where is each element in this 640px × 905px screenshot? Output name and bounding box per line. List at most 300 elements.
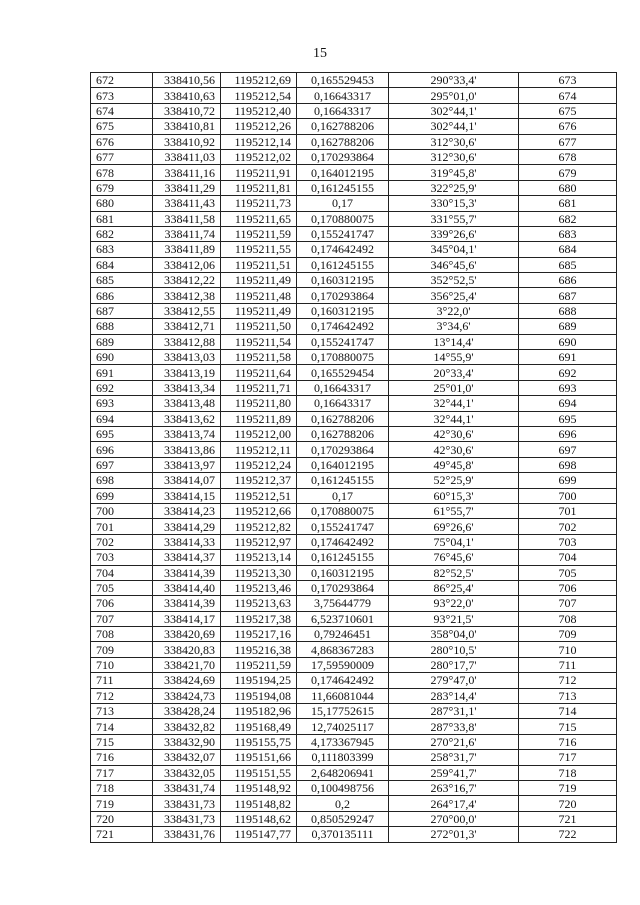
point-number-cell: 705 xyxy=(91,580,153,595)
x-coordinate-cell: 338431,74 xyxy=(153,780,221,795)
y-coordinate-cell: 1195212,69 xyxy=(221,73,297,88)
page-number: 15 xyxy=(313,46,327,61)
table-row xyxy=(91,211,617,226)
next-point-cell: 716 xyxy=(519,734,617,749)
x-coordinate-cell: 338414,33 xyxy=(153,534,221,549)
coordinate-table xyxy=(90,72,617,843)
y-coordinate-cell: 1195216,38 xyxy=(221,642,297,657)
y-coordinate-cell: 1195212,66 xyxy=(221,503,297,518)
distance-cell: 4,173367945 xyxy=(297,734,389,749)
table-row xyxy=(91,488,617,503)
next-point-cell: 683 xyxy=(519,226,617,241)
y-coordinate-cell: 1195212,40 xyxy=(221,103,297,118)
x-coordinate-cell: 338413,62 xyxy=(153,411,221,426)
bearing-angle-cell: 32°44,1' xyxy=(389,396,519,411)
x-coordinate-cell: 338414,07 xyxy=(153,473,221,488)
next-point-cell: 709 xyxy=(519,627,617,642)
table-row xyxy=(91,134,617,149)
next-point-cell: 706 xyxy=(519,580,617,595)
point-number-cell: 702 xyxy=(91,534,153,549)
y-coordinate-cell: 1195212,54 xyxy=(221,88,297,103)
x-coordinate-cell: 338431,76 xyxy=(153,827,221,842)
point-number-cell: 693 xyxy=(91,396,153,411)
table-row xyxy=(91,765,617,780)
next-point-cell: 674 xyxy=(519,88,617,103)
bearing-angle-cell: 93°21,5' xyxy=(389,611,519,626)
distance-cell: 0,170880075 xyxy=(297,350,389,365)
bearing-angle-cell: 25°01,0' xyxy=(389,380,519,395)
x-coordinate-cell: 338428,24 xyxy=(153,704,221,719)
y-coordinate-cell: 1195211,50 xyxy=(221,319,297,334)
y-coordinate-cell: 1195213,30 xyxy=(221,565,297,580)
table-row xyxy=(91,473,617,488)
x-coordinate-cell: 338431,73 xyxy=(153,811,221,826)
y-coordinate-cell: 1195151,55 xyxy=(221,765,297,780)
bearing-angle-cell: 42°30,6' xyxy=(389,426,519,441)
next-point-cell: 698 xyxy=(519,457,617,472)
x-coordinate-cell: 338410,92 xyxy=(153,134,221,149)
table-row xyxy=(91,288,617,303)
bearing-angle-cell: 312°30,6' xyxy=(389,134,519,149)
bearing-angle-cell: 61°55,7' xyxy=(389,503,519,518)
next-point-cell: 680 xyxy=(519,180,617,195)
table-row xyxy=(91,365,617,380)
point-number-cell: 709 xyxy=(91,642,153,657)
point-number-cell: 692 xyxy=(91,380,153,395)
bearing-angle-cell: 264°17,4' xyxy=(389,796,519,811)
distance-cell: 0,162788206 xyxy=(297,134,389,149)
x-coordinate-cell: 338421,70 xyxy=(153,657,221,672)
bearing-angle-cell: 356°25,4' xyxy=(389,288,519,303)
next-point-cell: 681 xyxy=(519,196,617,211)
coordinate-table-body xyxy=(91,73,617,843)
next-point-cell: 700 xyxy=(519,488,617,503)
bearing-angle-cell: 302°44,1' xyxy=(389,103,519,118)
distance-cell: 0,170293864 xyxy=(297,288,389,303)
point-number-cell: 703 xyxy=(91,550,153,565)
distance-cell: 0,16643317 xyxy=(297,396,389,411)
distance-cell: 0,174642492 xyxy=(297,673,389,688)
point-number-cell: 681 xyxy=(91,211,153,226)
point-number-cell: 684 xyxy=(91,257,153,272)
y-coordinate-cell: 1195211,64 xyxy=(221,365,297,380)
table-row xyxy=(91,226,617,241)
bearing-angle-cell: 60°15,3' xyxy=(389,488,519,503)
x-coordinate-cell: 338410,72 xyxy=(153,103,221,118)
next-point-cell: 684 xyxy=(519,242,617,257)
distance-cell: 0,161245155 xyxy=(297,257,389,272)
x-coordinate-cell: 338420,69 xyxy=(153,627,221,642)
bearing-angle-cell: 352°52,5' xyxy=(389,273,519,288)
x-coordinate-cell: 338420,83 xyxy=(153,642,221,657)
table-row xyxy=(91,673,617,688)
distance-cell: 0,17 xyxy=(297,488,389,503)
y-coordinate-cell: 1195213,46 xyxy=(221,580,297,595)
y-coordinate-cell: 1195212,24 xyxy=(221,457,297,472)
table-row xyxy=(91,350,617,365)
table-row xyxy=(91,426,617,441)
table-row xyxy=(91,550,617,565)
y-coordinate-cell: 1195182,96 xyxy=(221,704,297,719)
bearing-angle-cell: 32°44,1' xyxy=(389,411,519,426)
table-row xyxy=(91,627,617,642)
next-point-cell: 690 xyxy=(519,334,617,349)
point-number-cell: 704 xyxy=(91,565,153,580)
bearing-angle-cell: 358°04,0' xyxy=(389,627,519,642)
table-row xyxy=(91,457,617,472)
y-coordinate-cell: 1195212,14 xyxy=(221,134,297,149)
distance-cell: 0,160312195 xyxy=(297,303,389,318)
table-row xyxy=(91,811,617,826)
bearing-angle-cell: 319°45,8' xyxy=(389,165,519,180)
next-point-cell: 689 xyxy=(519,319,617,334)
y-coordinate-cell: 1195213,63 xyxy=(221,596,297,611)
next-point-cell: 715 xyxy=(519,719,617,734)
point-number-cell: 672 xyxy=(91,73,153,88)
table-row xyxy=(91,334,617,349)
distance-cell: 17,59590009 xyxy=(297,657,389,672)
y-coordinate-cell: 1195194,25 xyxy=(221,673,297,688)
next-point-cell: 692 xyxy=(519,365,617,380)
x-coordinate-cell: 338432,05 xyxy=(153,765,221,780)
point-number-cell: 714 xyxy=(91,719,153,734)
point-number-cell: 676 xyxy=(91,134,153,149)
x-coordinate-cell: 338413,48 xyxy=(153,396,221,411)
distance-cell: 0,170880075 xyxy=(297,503,389,518)
distance-cell: 0,155241747 xyxy=(297,519,389,534)
x-coordinate-cell: 338414,40 xyxy=(153,580,221,595)
bearing-angle-cell: 280°17,7' xyxy=(389,657,519,672)
y-coordinate-cell: 1195211,89 xyxy=(221,411,297,426)
point-number-cell: 719 xyxy=(91,796,153,811)
y-coordinate-cell: 1195211,80 xyxy=(221,396,297,411)
bearing-angle-cell: 295°01,0' xyxy=(389,88,519,103)
y-coordinate-cell: 1195217,38 xyxy=(221,611,297,626)
next-point-cell: 713 xyxy=(519,688,617,703)
point-number-cell: 674 xyxy=(91,103,153,118)
table-row xyxy=(91,380,617,395)
next-point-cell: 701 xyxy=(519,503,617,518)
table-row xyxy=(91,165,617,180)
bearing-angle-cell: 287°31,1' xyxy=(389,704,519,719)
bearing-angle-cell: 279°47,0' xyxy=(389,673,519,688)
next-point-cell: 682 xyxy=(519,211,617,226)
next-point-cell: 719 xyxy=(519,780,617,795)
x-coordinate-cell: 338411,03 xyxy=(153,149,221,164)
point-number-cell: 712 xyxy=(91,688,153,703)
table-row xyxy=(91,242,617,257)
table-row xyxy=(91,611,617,626)
next-point-cell: 705 xyxy=(519,565,617,580)
y-coordinate-cell: 1195211,65 xyxy=(221,211,297,226)
bearing-angle-cell: 82°52,5' xyxy=(389,565,519,580)
distance-cell: 12,74025117 xyxy=(297,719,389,734)
bearing-angle-cell: 263°16,7' xyxy=(389,780,519,795)
table-row xyxy=(91,149,617,164)
bearing-angle-cell: 346°45,6' xyxy=(389,257,519,272)
distance-cell: 0,17 xyxy=(297,196,389,211)
bearing-angle-cell: 270°21,6' xyxy=(389,734,519,749)
x-coordinate-cell: 338414,37 xyxy=(153,550,221,565)
point-number-cell: 686 xyxy=(91,288,153,303)
x-coordinate-cell: 338414,39 xyxy=(153,596,221,611)
y-coordinate-cell: 1195211,54 xyxy=(221,334,297,349)
x-coordinate-cell: 338411,16 xyxy=(153,165,221,180)
distance-cell: 0,162788206 xyxy=(297,119,389,134)
distance-cell: 3,75644779 xyxy=(297,596,389,611)
next-point-cell: 702 xyxy=(519,519,617,534)
bearing-angle-cell: 3°22,0' xyxy=(389,303,519,318)
point-number-cell: 679 xyxy=(91,180,153,195)
table-row xyxy=(91,688,617,703)
distance-cell: 6,523710601 xyxy=(297,611,389,626)
distance-cell: 0,165529454 xyxy=(297,365,389,380)
point-number-cell: 677 xyxy=(91,149,153,164)
table-row xyxy=(91,257,617,272)
distance-cell: 15,17752615 xyxy=(297,704,389,719)
bearing-angle-cell: 322°25,9' xyxy=(389,180,519,195)
next-point-cell: 676 xyxy=(519,119,617,134)
point-number-cell: 708 xyxy=(91,627,153,642)
distance-cell: 0,161245155 xyxy=(297,473,389,488)
next-point-cell: 717 xyxy=(519,750,617,765)
distance-cell: 0,370135111 xyxy=(297,827,389,842)
bearing-angle-cell: 49°45,8' xyxy=(389,457,519,472)
y-coordinate-cell: 1195212,97 xyxy=(221,534,297,549)
next-point-cell: 678 xyxy=(519,149,617,164)
point-number-cell: 711 xyxy=(91,673,153,688)
x-coordinate-cell: 338413,03 xyxy=(153,350,221,365)
next-point-cell: 703 xyxy=(519,534,617,549)
bearing-angle-cell: 42°30,6' xyxy=(389,442,519,457)
next-point-cell: 673 xyxy=(519,73,617,88)
x-coordinate-cell: 338412,06 xyxy=(153,257,221,272)
y-coordinate-cell: 1195211,58 xyxy=(221,350,297,365)
bearing-angle-cell: 302°44,1' xyxy=(389,119,519,134)
table-row xyxy=(91,534,617,549)
x-coordinate-cell: 338432,82 xyxy=(153,719,221,734)
x-coordinate-cell: 338413,97 xyxy=(153,457,221,472)
y-coordinate-cell: 1195211,49 xyxy=(221,303,297,318)
point-number-cell: 720 xyxy=(91,811,153,826)
x-coordinate-cell: 338424,69 xyxy=(153,673,221,688)
y-coordinate-cell: 1195147,77 xyxy=(221,827,297,842)
y-coordinate-cell: 1195212,00 xyxy=(221,426,297,441)
point-number-cell: 707 xyxy=(91,611,153,626)
bearing-angle-cell: 280°10,5' xyxy=(389,642,519,657)
distance-cell: 11,66081044 xyxy=(297,688,389,703)
next-point-cell: 710 xyxy=(519,642,617,657)
bearing-angle-cell: 13°14,4' xyxy=(389,334,519,349)
x-coordinate-cell: 338414,17 xyxy=(153,611,221,626)
next-point-cell: 679 xyxy=(519,165,617,180)
table-row xyxy=(91,642,617,657)
next-point-cell: 720 xyxy=(519,796,617,811)
bearing-angle-cell: 69°26,6' xyxy=(389,519,519,534)
table-row xyxy=(91,704,617,719)
y-coordinate-cell: 1195211,51 xyxy=(221,257,297,272)
x-coordinate-cell: 338431,73 xyxy=(153,796,221,811)
table-row xyxy=(91,503,617,518)
distance-cell: 0,2 xyxy=(297,796,389,811)
next-point-cell: 718 xyxy=(519,765,617,780)
point-number-cell: 698 xyxy=(91,473,153,488)
bearing-angle-cell: 259°41,7' xyxy=(389,765,519,780)
x-coordinate-cell: 338410,81 xyxy=(153,119,221,134)
distance-cell: 0,155241747 xyxy=(297,334,389,349)
x-coordinate-cell: 338412,71 xyxy=(153,319,221,334)
bearing-angle-cell: 339°26,6' xyxy=(389,226,519,241)
next-point-cell: 704 xyxy=(519,550,617,565)
distance-cell: 0,16643317 xyxy=(297,103,389,118)
table-row xyxy=(91,750,617,765)
x-coordinate-cell: 338411,58 xyxy=(153,211,221,226)
distance-cell: 0,160312195 xyxy=(297,565,389,580)
distance-cell: 0,161245155 xyxy=(297,180,389,195)
table-row xyxy=(91,719,617,734)
distance-cell: 0,174642492 xyxy=(297,534,389,549)
x-coordinate-cell: 338413,86 xyxy=(153,442,221,457)
next-point-cell: 712 xyxy=(519,673,617,688)
point-number-cell: 700 xyxy=(91,503,153,518)
bearing-angle-cell: 75°04,1' xyxy=(389,534,519,549)
next-point-cell: 688 xyxy=(519,303,617,318)
y-coordinate-cell: 1195211,91 xyxy=(221,165,297,180)
point-number-cell: 706 xyxy=(91,596,153,611)
next-point-cell: 675 xyxy=(519,103,617,118)
distance-cell: 0,165529453 xyxy=(297,73,389,88)
distance-cell: 0,170293864 xyxy=(297,442,389,457)
distance-cell: 0,850529247 xyxy=(297,811,389,826)
point-number-cell: 691 xyxy=(91,365,153,380)
distance-cell: 0,160312195 xyxy=(297,273,389,288)
bearing-angle-cell: 76°45,6' xyxy=(389,550,519,565)
y-coordinate-cell: 1195211,81 xyxy=(221,180,297,195)
next-point-cell: 708 xyxy=(519,611,617,626)
x-coordinate-cell: 338411,74 xyxy=(153,226,221,241)
x-coordinate-cell: 338424,73 xyxy=(153,688,221,703)
point-number-cell: 683 xyxy=(91,242,153,257)
distance-cell: 4,868367283 xyxy=(297,642,389,657)
point-number-cell: 701 xyxy=(91,519,153,534)
x-coordinate-cell: 338410,63 xyxy=(153,88,221,103)
point-number-cell: 721 xyxy=(91,827,153,842)
x-coordinate-cell: 338412,38 xyxy=(153,288,221,303)
distance-cell: 0,79246451 xyxy=(297,627,389,642)
distance-cell: 0,170293864 xyxy=(297,580,389,595)
y-coordinate-cell: 1195148,92 xyxy=(221,780,297,795)
bearing-angle-cell: 283°14,4' xyxy=(389,688,519,703)
y-coordinate-cell: 1195213,14 xyxy=(221,550,297,565)
distance-cell: 0,170880075 xyxy=(297,211,389,226)
bearing-angle-cell: 258°31,7' xyxy=(389,750,519,765)
distance-cell: 0,164012195 xyxy=(297,457,389,472)
table-row xyxy=(91,103,617,118)
x-coordinate-cell: 338411,29 xyxy=(153,180,221,195)
table-row xyxy=(91,519,617,534)
y-coordinate-cell: 1195148,82 xyxy=(221,796,297,811)
x-coordinate-cell: 338413,74 xyxy=(153,426,221,441)
y-coordinate-cell: 1195194,08 xyxy=(221,688,297,703)
distance-cell: 0,16643317 xyxy=(297,380,389,395)
next-point-cell: 711 xyxy=(519,657,617,672)
point-number-cell: 713 xyxy=(91,704,153,719)
x-coordinate-cell: 338414,23 xyxy=(153,503,221,518)
distance-cell: 0,170293864 xyxy=(297,149,389,164)
point-number-cell: 688 xyxy=(91,319,153,334)
next-point-cell: 685 xyxy=(519,257,617,272)
next-point-cell: 696 xyxy=(519,426,617,441)
point-number-cell: 682 xyxy=(91,226,153,241)
point-number-cell: 695 xyxy=(91,426,153,441)
bearing-angle-cell: 3°34,6' xyxy=(389,319,519,334)
table-row xyxy=(91,396,617,411)
bearing-angle-cell: 330°15,3' xyxy=(389,196,519,211)
point-number-cell: 697 xyxy=(91,457,153,472)
table-row xyxy=(91,596,617,611)
point-number-cell: 673 xyxy=(91,88,153,103)
next-point-cell: 695 xyxy=(519,411,617,426)
table-row xyxy=(91,319,617,334)
y-coordinate-cell: 1195212,26 xyxy=(221,119,297,134)
distance-cell: 0,162788206 xyxy=(297,426,389,441)
bearing-angle-cell: 93°22,0' xyxy=(389,596,519,611)
x-coordinate-cell: 338412,22 xyxy=(153,273,221,288)
table-row xyxy=(91,796,617,811)
y-coordinate-cell: 1195155,75 xyxy=(221,734,297,749)
x-coordinate-cell: 338413,34 xyxy=(153,380,221,395)
table-row xyxy=(91,411,617,426)
bearing-angle-cell: 52°25,9' xyxy=(389,473,519,488)
bearing-angle-cell: 312°30,6' xyxy=(389,149,519,164)
point-number-cell: 716 xyxy=(91,750,153,765)
point-number-cell: 690 xyxy=(91,350,153,365)
next-point-cell: 699 xyxy=(519,473,617,488)
point-number-cell: 675 xyxy=(91,119,153,134)
next-point-cell: 721 xyxy=(519,811,617,826)
y-coordinate-cell: 1195211,71 xyxy=(221,380,297,395)
table-row xyxy=(91,657,617,672)
distance-cell: 0,162788206 xyxy=(297,411,389,426)
x-coordinate-cell: 338412,88 xyxy=(153,334,221,349)
bearing-angle-cell: 20°33,4' xyxy=(389,365,519,380)
y-coordinate-cell: 1195211,48 xyxy=(221,288,297,303)
table-row xyxy=(91,565,617,580)
next-point-cell: 677 xyxy=(519,134,617,149)
point-number-cell: 715 xyxy=(91,734,153,749)
x-coordinate-cell: 338413,19 xyxy=(153,365,221,380)
point-number-cell: 710 xyxy=(91,657,153,672)
next-point-cell: 687 xyxy=(519,288,617,303)
y-coordinate-cell: 1195211,59 xyxy=(221,657,297,672)
bearing-angle-cell: 345°04,1' xyxy=(389,242,519,257)
y-coordinate-cell: 1195212,11 xyxy=(221,442,297,457)
point-number-cell: 699 xyxy=(91,488,153,503)
distance-cell: 0,164012195 xyxy=(297,165,389,180)
table-row xyxy=(91,88,617,103)
bearing-angle-cell: 272°01,3' xyxy=(389,827,519,842)
y-coordinate-cell: 1195211,59 xyxy=(221,226,297,241)
distance-cell: 0,155241747 xyxy=(297,226,389,241)
x-coordinate-cell: 338414,29 xyxy=(153,519,221,534)
table-row xyxy=(91,827,617,842)
y-coordinate-cell: 1195211,55 xyxy=(221,242,297,257)
bearing-angle-cell: 290°33,4' xyxy=(389,73,519,88)
distance-cell: 2,648206941 xyxy=(297,765,389,780)
y-coordinate-cell: 1195148,62 xyxy=(221,811,297,826)
x-coordinate-cell: 338411,43 xyxy=(153,196,221,211)
point-number-cell: 689 xyxy=(91,334,153,349)
